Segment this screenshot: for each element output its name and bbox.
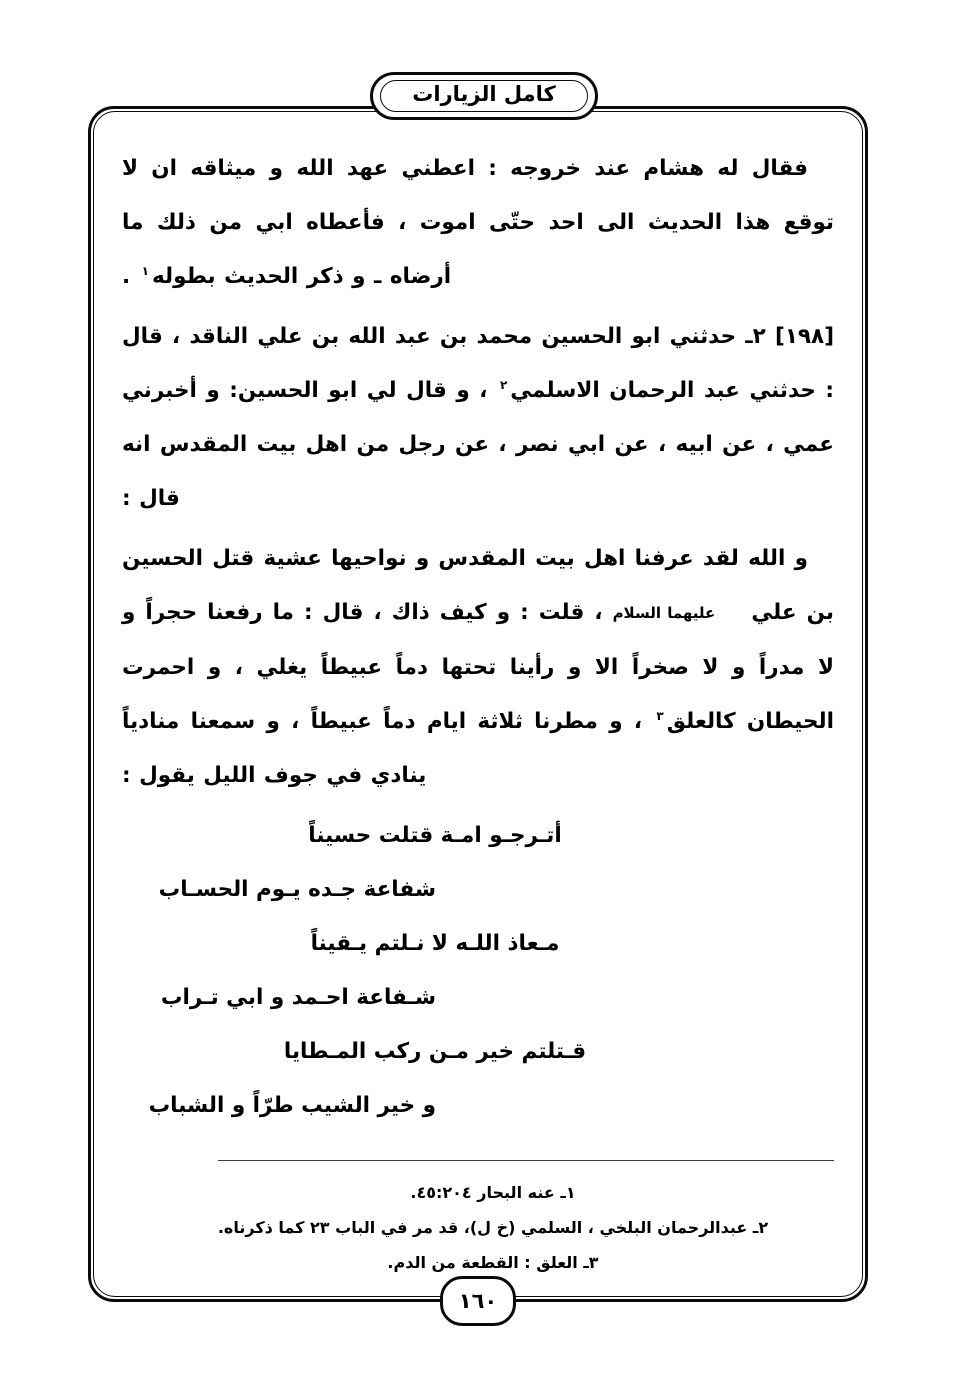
hadith-number: [١٩٨] ٢ bbox=[752, 324, 835, 349]
poem-hemistich: شفاعة جـده يـوم الحسـاب bbox=[158, 877, 436, 902]
page-number: ١٦٠ bbox=[458, 1289, 498, 1313]
footnote-number: ١ bbox=[565, 1183, 576, 1202]
footnote-item bbox=[122, 1245, 834, 1280]
book-title-badge bbox=[370, 72, 598, 120]
page-content bbox=[122, 140, 834, 1280]
hadith-entry-198 bbox=[122, 310, 834, 526]
body-text-block bbox=[122, 140, 834, 1133]
book-title: كامل الزيارات bbox=[412, 82, 556, 106]
footnote-number: ٢ bbox=[758, 1218, 769, 1237]
page-number-badge bbox=[440, 1276, 516, 1326]
poem-hemistich: مـعاذ اللـه لا نـلتم يـقيناً bbox=[310, 931, 560, 956]
footnote-marker-3: ٣ bbox=[656, 708, 664, 723]
footnote-divider bbox=[218, 1160, 834, 1161]
poem-block bbox=[122, 809, 834, 1133]
footnote-item bbox=[122, 1175, 834, 1210]
hadith-body-part-3: ، و مطرنا ثلاثة ايام دماً عبيطاً ، و سمعنا منادياً ينادي في جوف الليل يقول : bbox=[122, 709, 654, 788]
poem-hemistich: شـفاعة احـمد و ابي تـراب bbox=[160, 985, 436, 1010]
footnote-number: ٣ bbox=[588, 1253, 599, 1272]
poem-hemistich: و خير الشيب طرّاً و الشباب bbox=[148, 1093, 436, 1118]
poem-hemistich: أتـرجـو امـة قتلت حسيناً bbox=[308, 823, 562, 848]
hadith-chain-text-b: ، و قال لي ابو الحسين: و أخبرني عمي ، عن ابيه ، عن ابي نصر ، عن رجل من اهل بيت المقدس انه قال : bbox=[122, 378, 834, 511]
page-frame bbox=[88, 106, 868, 1313]
honorific-alayhima-assalam: عليهما السلام bbox=[612, 604, 716, 622]
poem-hemistich: قـتلتم خير مـن ركب المـطايا bbox=[283, 1039, 587, 1064]
hadith-chain-text-a: ـ حدثني ابو الحسين محمد بن عبد الله بن علي الناقد ، قال : حدثني عبد الرحمان الاسلمي bbox=[122, 324, 834, 403]
footnote-marker-1: ١ bbox=[141, 263, 149, 278]
footnote-text: ـ العلق : القطعة من الدم. bbox=[387, 1253, 589, 1272]
hadith-body-part-2: ، قلت : و كيف ذاك ، قال : ما رفعنا حجراً و لا مدراً و لا صخراً الا و رأينا تحتها دماً عبيطاً يغلي ، و احمرت الحيطان كالعلق bbox=[122, 600, 834, 734]
footnote-text: ـ عبدالرحمان البلخي ، السلمي (خ ل)، قد مر في الباب ٢٣ كما ذكرناه. bbox=[217, 1218, 759, 1237]
hadith-body-part-1: و الله لقد عرفنا اهل بيت المقدس و نواحيها عشية قتل الحسين بن علي bbox=[122, 546, 834, 625]
footnote-item bbox=[122, 1210, 834, 1245]
paragraph-continuation: فقال له هشام عند خروجه : اعطني عهد الله و ميثاقه ان لا توقع هذا الحديث الى احد حتّى اموت ، فأعطاه ابي من ذلك ما أرضاه ـ و ذكر الحديث بطوله$^١$ . bbox=[122, 156, 834, 289]
footnotes-block bbox=[122, 1152, 834, 1280]
hadith-body-text bbox=[122, 532, 834, 803]
footnote-marker-2: ٢ bbox=[499, 377, 508, 392]
paragraph-1-text: فقال له هشام عند خروجه : اعطني عهد الله و ميثاقه ان لا توقع هذا الحديث الى احد حتّى اموت ، فأعطاه ابي من ذلك ما أرضاه ـ و ذكر الحديث بطوله bbox=[122, 156, 834, 289]
footnote-text: ـ عنه البحار ٤٥:٢٠٤. bbox=[410, 1183, 566, 1202]
